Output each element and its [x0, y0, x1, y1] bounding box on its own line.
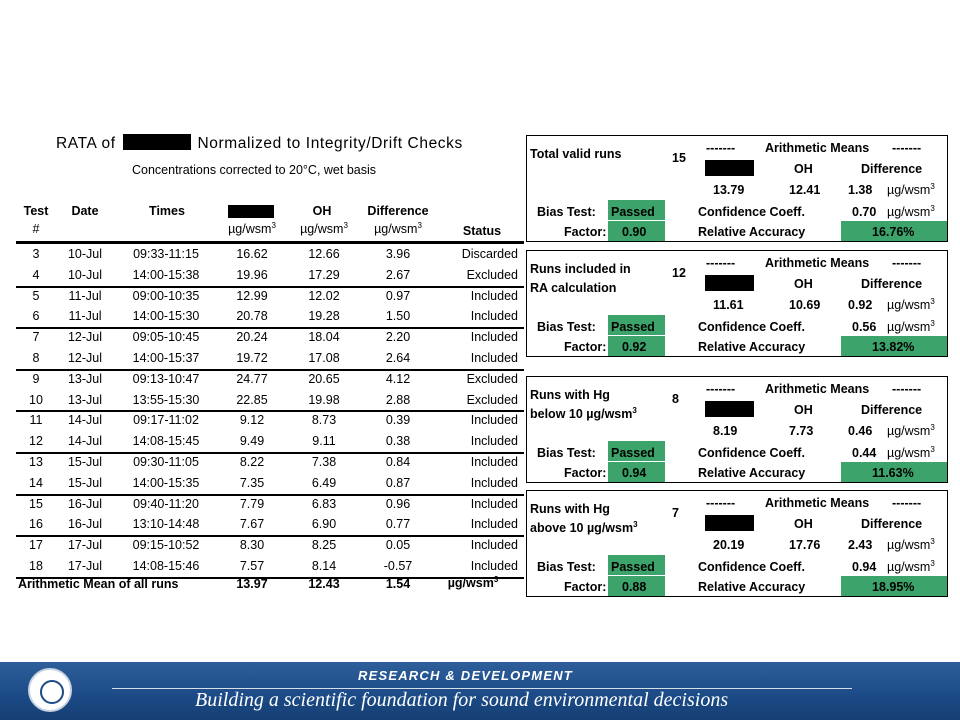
table-cell-times: 14:00-15:35 [132, 475, 200, 490]
table-cell-val: 16.62 [236, 247, 268, 261]
table-cell-oh: 19.98 [308, 392, 340, 407]
box-unit: µg/wsm$^3$ [887, 297, 935, 313]
table-cell-test: 13 [29, 455, 43, 469]
box-unit-conf: µg/wsm$^3$ [887, 559, 935, 575]
box-label-line1: Runs with Hg [530, 388, 610, 402]
table-cell-times: 14:08-15:46 [132, 559, 200, 573]
box-bias-label: Bias Test: [537, 320, 596, 334]
box-arith-means-label: Arithmetic Means [765, 141, 870, 155]
table-cell-diff: 0.77 [385, 517, 411, 532]
mean-row-label: Arithmetic Mean of all runs [18, 577, 179, 591]
table-cell-times: 14:00-15:38 [132, 267, 200, 282]
box-confidence-value: 0.56 [852, 320, 877, 334]
box-bias-label: Bias Test: [537, 205, 596, 219]
table-cell-diff: 0.39 [385, 413, 411, 428]
table-cell-val: 22.85 [236, 392, 268, 407]
table-cell-date: 10-Jul [67, 267, 103, 282]
table-cell-val: 24.77 [236, 371, 268, 386]
box-confidence-label: Confidence Coeff. [698, 560, 805, 574]
title-suffix: Normalized to Integrity/Drift Checks [197, 135, 463, 152]
table-cell-test: 14 [29, 475, 43, 490]
mean-row-diff: 1.54 [385, 577, 411, 591]
box-run-count: 15 [672, 151, 686, 165]
table-cell-times: 09:17-11:02 [133, 413, 199, 428]
row-group-divider [16, 369, 524, 371]
box-run-count: 7 [672, 506, 679, 520]
box-dashes-left: ------- [706, 382, 736, 396]
table-cell-oh: 12.66 [308, 247, 340, 261]
row-group-divider [16, 535, 524, 537]
row-group-divider [16, 286, 524, 288]
box-unit-conf: µg/wsm$^3$ [887, 204, 935, 220]
box-run-count: 12 [672, 266, 686, 280]
table-cell-status: Included [470, 330, 518, 345]
table-cell-val: 7.79 [239, 496, 265, 511]
header-status: Status [462, 224, 502, 238]
table-cell-oh: 17.08 [308, 351, 340, 365]
box-confidence-value: 0.70 [852, 205, 877, 219]
box-confidence-value: 0.94 [852, 560, 877, 574]
header-unit-2: µg/wsm$^3$ [300, 221, 348, 237]
box-mean-oh: 10.69 [789, 298, 821, 312]
table-cell-times: 14:08-15:45 [132, 434, 200, 449]
redacted-column-label [705, 275, 754, 291]
redacted-column-label [705, 160, 754, 176]
box-arith-means-label: Arithmetic Means [765, 382, 870, 396]
table-cell-status: Included [470, 538, 518, 553]
table-cell-oh: 7.38 [311, 455, 337, 469]
box-ra-label: Relative Accuracy [698, 340, 806, 354]
table-cell-diff: 2.67 [385, 267, 411, 282]
table-cell-diff: 0.38 [385, 434, 411, 449]
box-ra-label: Relative Accuracy [698, 580, 806, 594]
redacted-column-label [705, 515, 754, 531]
table-cell-times: 13:55-15:30 [132, 392, 200, 407]
table-cell-test: 8 [32, 351, 40, 365]
table-cell-oh: 6.49 [311, 475, 337, 490]
table-cell-diff: 4.12 [385, 371, 411, 386]
table-cell-diff: -0.57 [383, 559, 413, 573]
table-cell-val: 20.24 [236, 330, 268, 345]
row-group-divider [16, 494, 524, 496]
redacted-column-label [705, 401, 754, 417]
box-factor-label: Factor: [564, 340, 607, 354]
table-cell-status: Included [470, 475, 518, 490]
header-difference: Difference [367, 204, 429, 218]
table-cell-date: 15-Jul [67, 475, 103, 490]
header-unit-1: µg/wsm$^3$ [228, 221, 276, 237]
box-mean-diff: 2.43 [848, 538, 873, 552]
table-cell-test: 18 [29, 559, 43, 573]
box-mean-oh: 7.73 [789, 424, 814, 438]
table-cell-times: 09:13-10:47 [132, 371, 200, 386]
box-mean-oh: 12.41 [789, 183, 821, 197]
box-unit: µg/wsm$^3$ [887, 537, 935, 553]
box-run-count: 8 [672, 392, 679, 406]
table-cell-oh: 18.04 [308, 330, 340, 345]
table-cell-test: 9 [32, 371, 40, 386]
table-cell-status: Discarded [461, 247, 518, 261]
table-cell-diff: 2.88 [385, 392, 411, 407]
box-dashes-right: ------- [892, 496, 922, 510]
table-cell-status: Included [470, 434, 518, 449]
box-mean-value: 20.19 [713, 538, 745, 552]
row-group-divider [16, 410, 524, 412]
table-cell-diff: 0.96 [385, 496, 411, 511]
box-dashes-right: ------- [892, 141, 922, 155]
table-cell-times: 09:15-10:52 [132, 538, 200, 553]
table-cell-date: 10-Jul [67, 247, 103, 261]
table-cell-status: Excluded [466, 371, 518, 386]
table-cell-times: 09:40-11:20 [133, 496, 199, 511]
header-divider [16, 241, 524, 244]
box-passed-value: Passed [611, 205, 655, 219]
table-cell-oh: 20.65 [308, 371, 340, 386]
table-cell-test: 12 [29, 434, 43, 449]
table-cell-times: 09:05-10:45 [132, 330, 200, 345]
box-factor-value: 0.88 [622, 580, 647, 594]
table-cell-oh: 17.29 [308, 267, 340, 282]
box-mean-value: 8.19 [713, 424, 738, 438]
table-cell-val: 7.67 [239, 517, 265, 532]
header-unit-3: µg/wsm$^3$ [374, 221, 422, 237]
table-cell-date: 14-Jul [67, 413, 103, 428]
table-cell-status: Included [470, 351, 518, 365]
table-cell-status: Included [470, 455, 518, 469]
table-cell-status: Excluded [466, 392, 518, 407]
box-oh-label: OH [794, 517, 813, 531]
table-cell-status: Included [470, 413, 518, 428]
box-dashes-right: ------- [892, 256, 922, 270]
table-cell-status: Included [470, 309, 518, 324]
table-cell-diff: 2.64 [385, 351, 411, 365]
box-factor-label: Factor: [564, 466, 607, 480]
table-cell-val: 12.99 [236, 288, 268, 303]
box-oh-label: OH [794, 277, 813, 291]
box-mean-value: 11.61 [713, 298, 744, 312]
table-cell-status: Included [470, 496, 518, 511]
table-cell-test: 3 [32, 247, 40, 261]
box-unit-conf: µg/wsm$^3$ [887, 319, 935, 335]
box-mean-diff: 0.46 [848, 424, 873, 438]
box-mean-oh: 17.76 [789, 538, 821, 552]
box-factor-value: 0.90 [622, 225, 647, 239]
table-cell-status: Included [470, 559, 518, 573]
header-oh: OH [312, 204, 332, 218]
table-cell-val: 19.96 [236, 267, 268, 282]
table-cell-oh: 8.73 [311, 413, 337, 428]
table-cell-val: 9.12 [239, 413, 265, 428]
table-cell-oh: 8.14 [311, 559, 337, 573]
box-mean-diff: 0.92 [848, 298, 873, 312]
box-ra-value: 18.95% [872, 580, 915, 594]
box-dashes-left: ------- [706, 496, 736, 510]
table-cell-test: 16 [29, 517, 43, 532]
table-cell-test: 17 [29, 538, 43, 553]
table-cell-date: 13-Jul [67, 371, 103, 386]
box-label-line2: below 10 µg/wsm$^3$ [530, 406, 637, 422]
box-factor-value: 0.94 [622, 466, 647, 480]
header-test-sub: # [32, 222, 40, 236]
box-dashes-left: ------- [706, 141, 736, 155]
box-factor-label: Factor: [564, 580, 607, 594]
box-factor-label: Factor: [564, 225, 607, 239]
table-cell-date: 17-Jul [67, 538, 103, 553]
table-cell-times: 09:30-11:05 [133, 455, 199, 469]
mean-row-value: 13.97 [236, 577, 268, 591]
table-cell-date: 12-Jul [67, 330, 103, 345]
table-cell-test: 6 [32, 309, 40, 324]
table-cell-times: 13:10-14:48 [132, 517, 200, 532]
box-arith-means-label: Arithmetic Means [765, 256, 870, 270]
box-factor-value: 0.92 [622, 340, 647, 354]
box-unit-conf: µg/wsm$^3$ [887, 445, 935, 461]
box-oh-label: OH [794, 403, 813, 417]
table-cell-oh: 19.28 [308, 309, 340, 324]
box-dashes-left: ------- [706, 256, 736, 270]
box-confidence-value: 0.44 [852, 446, 877, 460]
table-cell-oh: 8.25 [311, 538, 337, 553]
table-cell-val: 20.78 [236, 309, 268, 324]
box-label-line2: RA calculation [530, 281, 617, 296]
table-cell-times: 09:00-10:35 [132, 288, 200, 303]
table-cell-oh: 12.02 [308, 288, 340, 303]
table-cell-val: 9.49 [239, 434, 265, 449]
box-label-line2: above 10 µg/wsm$^3$ [530, 520, 638, 536]
box-passed-value: Passed [611, 320, 655, 334]
box-ra-value: 13.82% [872, 340, 915, 354]
box-bias-label: Bias Test: [537, 560, 596, 574]
table-cell-times: 09:33-11:15 [133, 247, 199, 261]
table-cell-oh: 6.90 [311, 517, 337, 532]
box-ra-value: 16.76% [872, 225, 915, 239]
box-difference-label: Difference [861, 403, 923, 417]
table-cell-diff: 0.05 [385, 538, 411, 553]
box-bias-label: Bias Test: [537, 446, 596, 460]
header-test: Test [23, 204, 49, 218]
box-ra-label: Relative Accuracy [698, 466, 806, 480]
box-mean-value: 13.79 [713, 183, 745, 197]
row-group-divider [16, 452, 524, 454]
table-cell-status: Excluded [466, 267, 518, 282]
box-unit: µg/wsm$^3$ [887, 423, 935, 439]
box-unit: µg/wsm$^3$ [887, 182, 935, 198]
table-cell-oh: 9.11 [312, 434, 336, 449]
box-arith-means-label: Arithmetic Means [765, 496, 870, 510]
box-confidence-label: Confidence Coeff. [698, 205, 805, 219]
table-cell-times: 14:00-15:37 [132, 351, 200, 365]
header-times: Times [149, 204, 185, 218]
box-ra-label: Relative Accuracy [698, 225, 806, 239]
title-prefix: RATA of [56, 135, 116, 152]
table-cell-status: Included [470, 517, 518, 532]
box-difference-label: Difference [861, 162, 923, 176]
table-cell-date: 13-Jul [67, 392, 103, 407]
table-cell-date: 17-Jul [67, 559, 103, 573]
table-cell-test: 7 [32, 330, 40, 345]
table-cell-diff: 1.50 [385, 309, 411, 324]
box-label-line1: Total valid runs [530, 147, 622, 161]
table-cell-val: 7.35 [239, 475, 265, 490]
mean-row-oh: 12.43 [308, 577, 340, 591]
table-cell-date: 15-Jul [67, 455, 103, 469]
table-cell-date: 11-Jul [68, 288, 102, 303]
box-confidence-label: Confidence Coeff. [698, 320, 805, 334]
table-cell-date: 12-Jul [67, 351, 103, 365]
table-title [56, 134, 506, 153]
table-cell-test: 5 [32, 288, 40, 303]
table-cell-date: 11-Jul [68, 309, 102, 324]
table-cell-val: 8.30 [239, 538, 265, 553]
redacted-header [228, 205, 274, 218]
box-passed-value: Passed [611, 560, 655, 574]
box-confidence-label: Confidence Coeff. [698, 446, 805, 460]
table-cell-diff: 3.96 [385, 247, 411, 261]
box-dashes-right: ------- [892, 382, 922, 396]
table-cell-diff: 0.84 [385, 455, 411, 469]
box-ra-value: 11.63% [872, 466, 914, 480]
table-cell-date: 14-Jul [67, 434, 103, 449]
table-cell-test: 10 [29, 392, 43, 407]
redacted-block [123, 134, 191, 150]
table-cell-diff: 2.20 [385, 330, 411, 345]
table-cell-test: 15 [29, 496, 43, 511]
table-subtitle: Concentrations corrected to 20°C, wet basis [132, 163, 377, 177]
table-cell-val: 8.22 [239, 455, 265, 469]
table-cell-val: 7.57 [239, 559, 265, 573]
box-label-line1: Runs included in [530, 262, 631, 276]
agency-seal-icon [28, 668, 72, 712]
table-cell-date: 16-Jul [67, 517, 103, 532]
table-cell-test: 11 [29, 413, 43, 428]
footer-heading: RESEARCH & DEVELOPMENT [358, 668, 573, 683]
table-cell-test: 4 [32, 267, 40, 282]
table-cell-date: 16-Jul [67, 496, 103, 511]
box-oh-label: OH [794, 162, 813, 176]
box-difference-label: Difference [861, 517, 923, 531]
mean-row-unit: µg/wsm$^3$ [447, 575, 499, 591]
header-date: Date [71, 204, 99, 218]
table-cell-status: Included [470, 288, 518, 303]
box-difference-label: Difference [861, 277, 923, 291]
table-cell-oh: 6.83 [311, 496, 337, 511]
table-cell-times: 14:00-15:30 [132, 309, 200, 324]
footer-tagline: Building a scientific foundation for sound environmental decisions [195, 689, 729, 711]
table-cell-diff: 0.87 [385, 475, 411, 490]
table-cell-diff: 0.97 [385, 288, 411, 303]
box-passed-value: Passed [611, 446, 655, 460]
box-mean-diff: 1.38 [848, 183, 873, 197]
table-cell-val: 19.72 [236, 351, 268, 365]
box-label-line1: Runs with Hg [530, 502, 610, 516]
row-group-divider [16, 327, 524, 329]
